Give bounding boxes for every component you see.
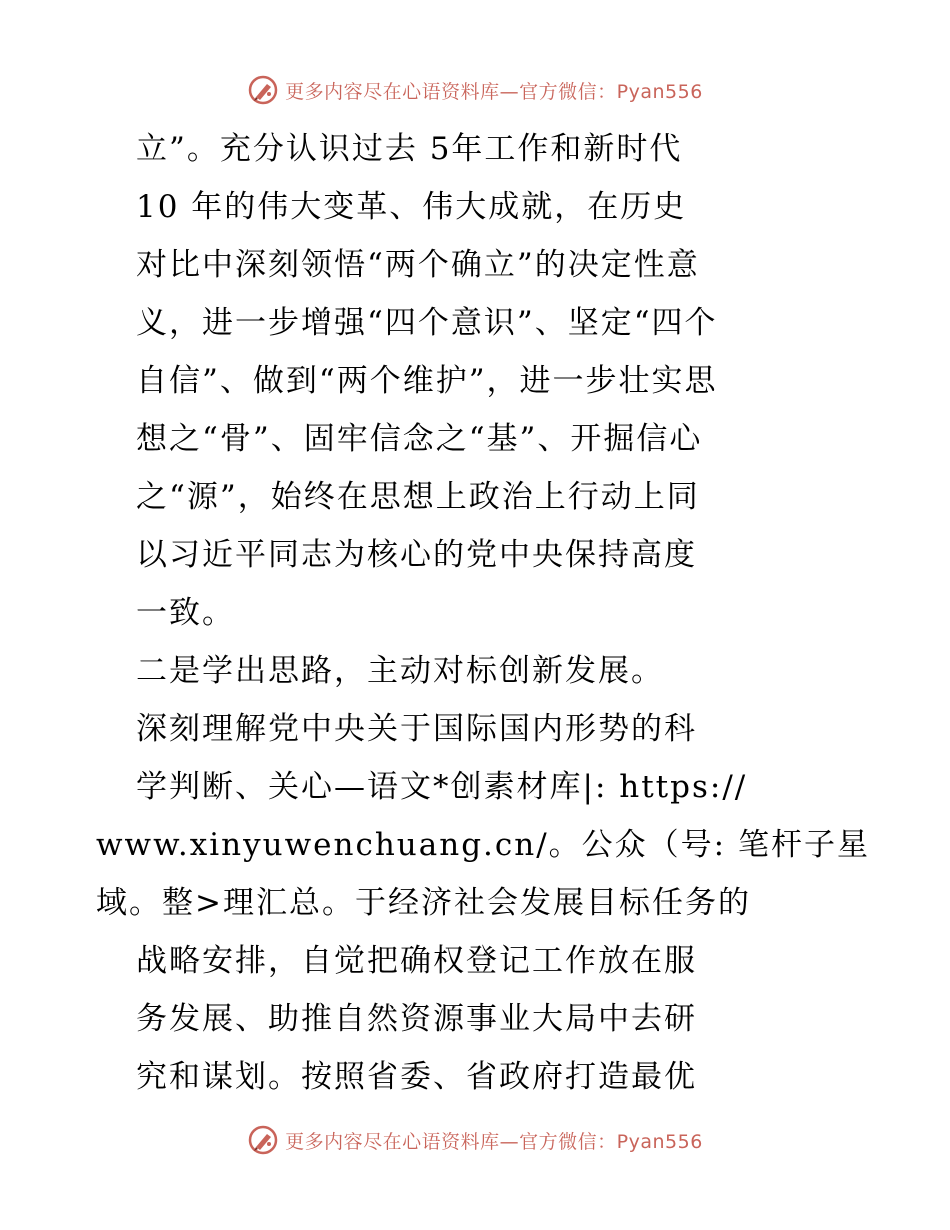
text-line: 战略安排，自觉把确权登记工作放在服 — [136, 943, 697, 979]
text-line: 二是学出思路，主动对标创新发展。 — [136, 653, 664, 689]
footer-banner-text: 更多内容尽在心语资料库—官方微信：Pyan556 — [285, 1130, 703, 1153]
text-line: 域。整>理汇总。于经济社会发展目标任务的 — [96, 885, 751, 921]
header-banner — [0, 70, 950, 110]
text-line: 一致。 — [136, 595, 235, 631]
footer-banner — [0, 1120, 950, 1160]
text-line: 务发展、助推自然资源事业大局中去研 — [136, 1001, 697, 1037]
text-line: 之“源”，始终在思想上政治上行动上同 — [136, 479, 700, 515]
text-line: 义，进一步增强“四个意识”、坚定“四个 — [136, 305, 718, 341]
pen-logo-icon — [247, 74, 279, 106]
text-line: www.xinyuwenchuang.cn/。公众（号: 笔杆子星 — [96, 827, 870, 863]
text-line: 对比中深刻领悟“两个确立”的决定性意 — [136, 247, 700, 283]
text-line: 学判断、关心—语文*创素材库|: https:// — [136, 769, 748, 805]
text-line: 深刻理解党中央关于国际国内形势的科 — [136, 711, 697, 747]
text-line: 想之“骨”、固牢信念之“基”、开掘信心 — [136, 421, 703, 457]
text-line: 立”。充分认识过去 5年工作和新时代 — [136, 131, 683, 167]
header-banner-text: 更多内容尽在心语资料库—官方微信：Pyan556 — [285, 80, 703, 103]
text-line: 究和谋划。按照省委、省政府打造最优 — [136, 1059, 697, 1095]
pen-logo-icon — [247, 1124, 279, 1156]
text-line: 以习近平同志为核心的党中央保持高度 — [136, 537, 697, 573]
text-line: 10 年的伟大变革、伟大成就，在历史 — [136, 189, 687, 225]
text-line: 自信”、做到“两个维护”，进一步壮实思 — [136, 363, 718, 399]
